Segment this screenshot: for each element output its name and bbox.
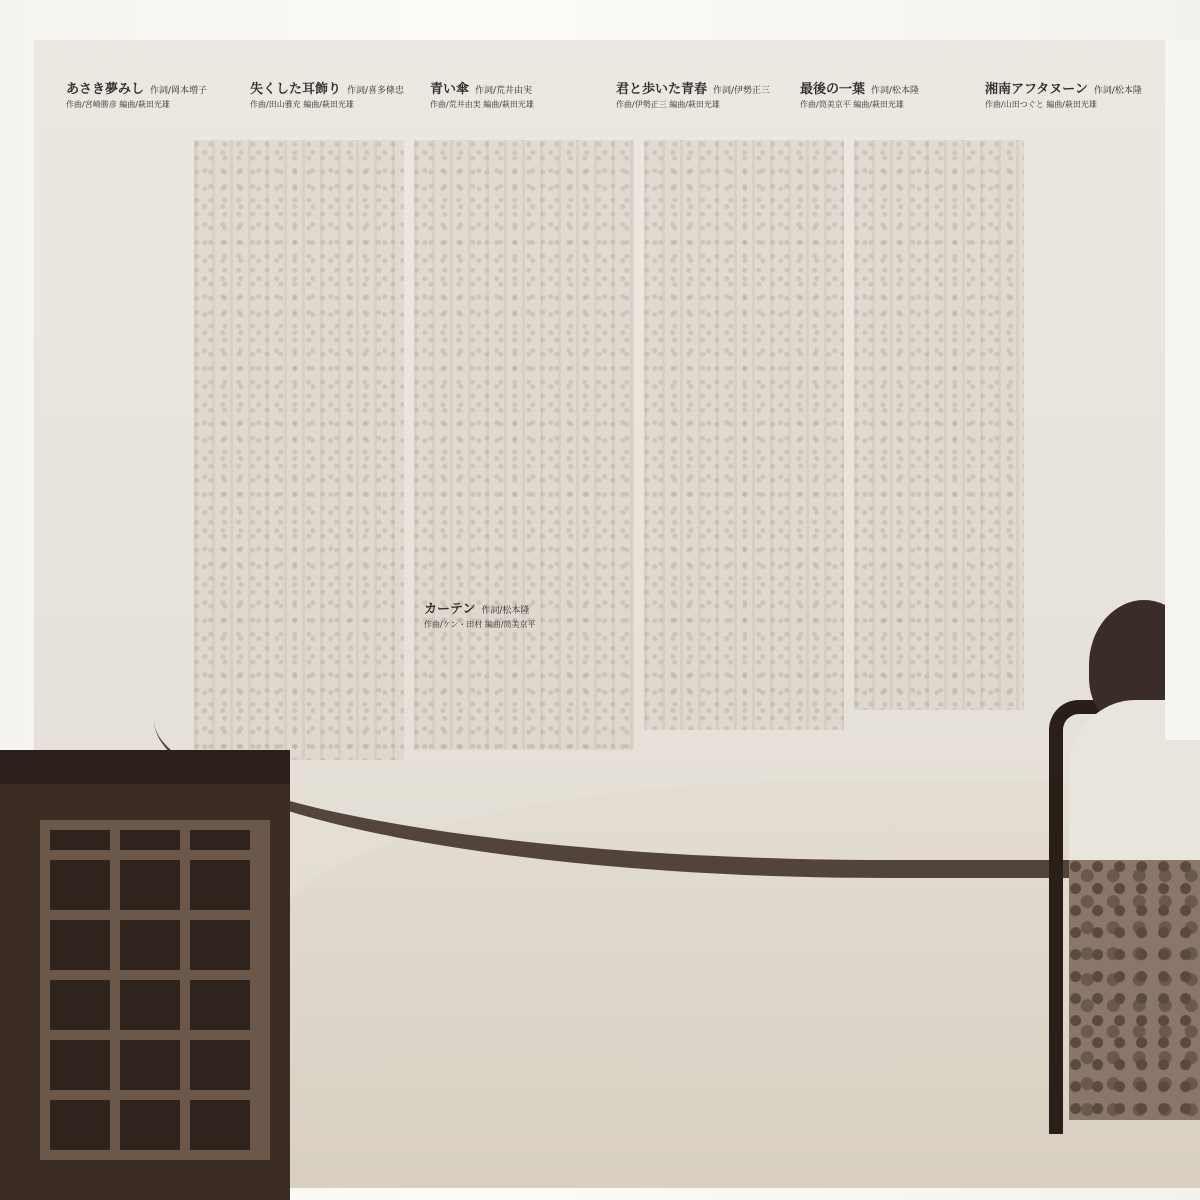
lyric-line xyxy=(616,460,770,480)
lyric-line xyxy=(66,260,207,280)
lyric-line xyxy=(424,920,536,940)
lyric-lines xyxy=(66,120,207,780)
lyric-line xyxy=(250,600,404,620)
lyric-line xyxy=(800,560,919,580)
lyric-line xyxy=(424,660,536,680)
lyric-line xyxy=(616,120,770,140)
lyric-line xyxy=(800,580,919,600)
lyric-line xyxy=(66,480,207,500)
lyric-line xyxy=(66,600,207,620)
song-block-6 xyxy=(800,78,919,620)
song-title: 青い傘 作詞/荒井由実 xyxy=(430,82,533,97)
lyric-line xyxy=(430,300,534,320)
lyric-line xyxy=(250,160,404,180)
lyric-line xyxy=(424,940,536,960)
lyric-line xyxy=(616,600,770,620)
song-title: 君と歩いた青春 作詞/伊勢正三 xyxy=(616,82,771,97)
lyric-line xyxy=(800,360,919,380)
lyric-line xyxy=(985,300,1142,320)
lyric-line xyxy=(616,180,770,200)
lyricist-credit: 作詞/喜多條忠 xyxy=(347,86,405,96)
song-title: カーテン 作詞/松本隆 xyxy=(424,602,530,617)
song-title: 失くした耳飾り 作詞/喜多條忠 xyxy=(250,82,405,97)
lyric-line xyxy=(430,420,534,440)
lyric-line xyxy=(800,120,919,140)
lyricist-credit: 作詞/松本隆 xyxy=(1093,86,1142,96)
lyric-line xyxy=(424,760,536,780)
lyric-line xyxy=(250,380,404,400)
skirt xyxy=(1069,860,1200,1120)
lyric-line xyxy=(424,820,536,840)
lyric-line xyxy=(66,420,207,440)
lyric-line xyxy=(250,280,404,300)
lyric-line xyxy=(66,140,207,160)
lyric-line xyxy=(616,360,770,380)
lyric-line xyxy=(424,1000,536,1020)
lyric-line xyxy=(985,340,1142,360)
lyric-line xyxy=(430,120,534,140)
lyric-line xyxy=(430,480,534,500)
lyric-line xyxy=(424,860,536,880)
lyric-line xyxy=(800,200,919,220)
lyric-line xyxy=(66,740,207,760)
lyric-line xyxy=(66,500,207,520)
lyric-line xyxy=(66,160,207,180)
lyricist-credit: 作詞/岡本増子 xyxy=(150,86,208,96)
lyric-line xyxy=(800,520,919,540)
lyric-line xyxy=(424,840,536,860)
lyric-line xyxy=(430,440,534,460)
lyric-line xyxy=(616,380,770,400)
lyric-line xyxy=(800,260,919,280)
lyric-line xyxy=(250,480,404,500)
lyric-line xyxy=(985,160,1142,180)
lyric-line xyxy=(616,660,770,680)
composer-credit: 作曲/田山雅充 編曲/萩田光雄 xyxy=(250,100,354,109)
lyric-line xyxy=(250,200,404,220)
lyric-line xyxy=(424,780,536,800)
lyric-line xyxy=(250,300,404,320)
lyric-line xyxy=(800,180,919,200)
lyric-line xyxy=(800,440,919,460)
lyricist-credit: 作詞/松本隆 xyxy=(871,86,920,96)
song-block-7 xyxy=(985,78,1142,440)
lyric-lines xyxy=(430,120,534,580)
lyric-line xyxy=(800,280,919,300)
lyric-line xyxy=(424,720,536,740)
lyric-line xyxy=(800,600,919,620)
lyric-line xyxy=(800,340,919,360)
song-block-3 xyxy=(430,78,534,580)
lyric-line xyxy=(616,520,770,540)
lyric-line xyxy=(250,180,404,200)
lyric-line xyxy=(800,240,919,260)
lyric-line xyxy=(985,400,1142,420)
lyric-line xyxy=(985,420,1142,440)
lyric-line xyxy=(424,960,536,980)
lyric-line xyxy=(250,540,404,560)
composer-credit: 作曲/山田つぐと 編曲/萩田光雄 xyxy=(985,100,1097,109)
lyric-line xyxy=(424,700,536,720)
lyric-lines xyxy=(250,120,404,640)
lyric-line xyxy=(250,420,404,440)
lyric-line xyxy=(430,200,534,220)
lyric-line xyxy=(985,140,1142,160)
lyric-line xyxy=(616,220,770,240)
lyric-line xyxy=(616,160,770,180)
lyric-line xyxy=(800,480,919,500)
lyric-line xyxy=(66,700,207,720)
lyric-line xyxy=(430,400,534,420)
lyric-line xyxy=(430,320,534,340)
lyric-line xyxy=(66,280,207,300)
lyric-line xyxy=(66,400,207,420)
lyric-line xyxy=(250,620,404,640)
lyricist-credit: 作詞/松本隆 xyxy=(481,606,530,616)
lyric-line xyxy=(66,580,207,600)
lyric-line xyxy=(616,440,770,460)
composer-credit: 作曲/伊勢正三 編曲/萩田光雄 xyxy=(616,100,720,109)
song-block-1 xyxy=(66,78,207,780)
lyric-line xyxy=(430,180,534,200)
lyric-line xyxy=(616,560,770,580)
lyric-line xyxy=(430,340,534,360)
lyric-line xyxy=(424,1020,536,1040)
lyric-line xyxy=(800,460,919,480)
lyric-line xyxy=(800,400,919,420)
lyric-lines xyxy=(800,120,919,620)
lyric-line xyxy=(250,580,404,600)
lyric-line xyxy=(616,420,770,440)
lyric-line xyxy=(616,680,770,700)
lyric-line xyxy=(616,140,770,160)
lyric-line xyxy=(985,220,1142,240)
lyric-line xyxy=(250,120,404,140)
lyric-line xyxy=(616,480,770,500)
lyric-line xyxy=(430,140,534,160)
lyric-line xyxy=(430,280,534,300)
lyric-line xyxy=(430,240,534,260)
lyric-line xyxy=(424,900,536,920)
lyric-line xyxy=(430,560,534,580)
lyric-line xyxy=(66,220,207,240)
lyric-line xyxy=(430,460,534,480)
lyric-line xyxy=(250,140,404,160)
lyric-line xyxy=(430,160,534,180)
lyric-line xyxy=(66,200,207,220)
lyric-line xyxy=(66,620,207,640)
lyric-line xyxy=(985,380,1142,400)
lyric-line xyxy=(616,540,770,560)
lyric-line xyxy=(800,220,919,240)
lyric-line xyxy=(66,680,207,700)
lyric-line xyxy=(66,180,207,200)
lyric-line xyxy=(66,520,207,540)
lyric-line xyxy=(430,360,534,380)
lyric-line xyxy=(66,660,207,680)
composer-credit: 作曲/ケン・田村 編曲/筒美京平 xyxy=(424,620,536,629)
lyric-line xyxy=(250,520,404,540)
lyric-line xyxy=(66,380,207,400)
lyric-line xyxy=(616,620,770,640)
lyric-line xyxy=(616,640,770,660)
page-tint xyxy=(1165,40,1200,740)
cabinet xyxy=(0,750,290,1200)
song-title: 湘南アフタヌーン 作詞/松本隆 xyxy=(985,82,1142,97)
lyric-line xyxy=(250,560,404,580)
lyric-line xyxy=(424,800,536,820)
lyric-line xyxy=(616,500,770,520)
lyric-line xyxy=(800,420,919,440)
lyric-line xyxy=(424,680,536,700)
lyric-line xyxy=(430,520,534,540)
lyric-line xyxy=(250,500,404,520)
song-block-2 xyxy=(250,78,404,640)
lyric-line xyxy=(985,320,1142,340)
lyric-line xyxy=(424,640,536,660)
lyric-line xyxy=(430,380,534,400)
lyric-line xyxy=(66,300,207,320)
composer-credit: 作曲/荒井由実 編曲/萩田光雄 xyxy=(430,100,534,109)
lyric-line xyxy=(66,560,207,580)
lyric-line xyxy=(424,740,536,760)
lyric-line xyxy=(800,160,919,180)
lyric-line xyxy=(66,540,207,560)
lyric-line xyxy=(66,120,207,140)
lyric-lines xyxy=(985,120,1142,440)
lyric-line xyxy=(424,880,536,900)
lyric-line xyxy=(985,240,1142,260)
lyric-line xyxy=(66,320,207,340)
lyric-line xyxy=(616,280,770,300)
lyric-line xyxy=(250,360,404,380)
lyric-line xyxy=(430,500,534,520)
lyric-line xyxy=(985,360,1142,380)
song-title: あさき夢みし 作詞/岡本増子 xyxy=(66,82,208,97)
lyric-line xyxy=(66,340,207,360)
lyric-line xyxy=(66,360,207,380)
song-title: 最後の一葉 作詞/松本隆 xyxy=(800,82,920,97)
lyric-line xyxy=(430,220,534,240)
lyric-line xyxy=(250,260,404,280)
lyric-line xyxy=(66,760,207,780)
lyric-line xyxy=(800,300,919,320)
lyric-line xyxy=(250,460,404,480)
lyric-line xyxy=(800,500,919,520)
lyric-line xyxy=(66,240,207,260)
lyric-line xyxy=(66,640,207,660)
lyricist-credit: 作詞/伊勢正三 xyxy=(713,86,771,96)
lyric-line xyxy=(616,340,770,360)
cabinet-lattice xyxy=(40,820,270,1160)
lyric-line xyxy=(66,720,207,740)
song-block-4 xyxy=(424,598,536,1040)
next-page-edge xyxy=(1165,40,1200,740)
lyric-line xyxy=(985,260,1142,280)
lyric-line xyxy=(66,460,207,480)
lyric-line xyxy=(616,400,770,420)
lyric-line xyxy=(616,320,770,340)
lyricist-credit: 作詞/荒井由実 xyxy=(475,86,533,96)
lyric-line xyxy=(985,120,1142,140)
lyric-line xyxy=(250,440,404,460)
lyric-line xyxy=(800,320,919,340)
composer-credit: 作曲/筒美京平 編曲/萩田光雄 xyxy=(800,100,904,109)
lyric-line xyxy=(616,580,770,600)
lyric-line xyxy=(250,220,404,240)
lyric-line xyxy=(616,240,770,260)
lyric-line xyxy=(800,380,919,400)
lyric-line xyxy=(430,540,534,560)
composer-credit: 作曲/宮崎勝彦 編曲/萩田光雄 xyxy=(66,100,170,109)
lyric-lines xyxy=(424,640,536,1040)
lyric-line xyxy=(985,200,1142,220)
lyric-line xyxy=(250,400,404,420)
lyric-line xyxy=(250,340,404,360)
lyric-line xyxy=(250,320,404,340)
lyric-line xyxy=(66,440,207,460)
lyric-line xyxy=(616,260,770,280)
lyric-line xyxy=(800,140,919,160)
lyric-line xyxy=(616,200,770,220)
lyric-line xyxy=(250,240,404,260)
lyric-line xyxy=(616,300,770,320)
lyric-lines xyxy=(616,120,770,700)
lyric-line xyxy=(985,180,1142,200)
song-block-5 xyxy=(616,78,770,700)
lyric-line xyxy=(424,980,536,1000)
lyric-line xyxy=(800,540,919,560)
lyric-line xyxy=(430,260,534,280)
lyric-line xyxy=(985,280,1142,300)
